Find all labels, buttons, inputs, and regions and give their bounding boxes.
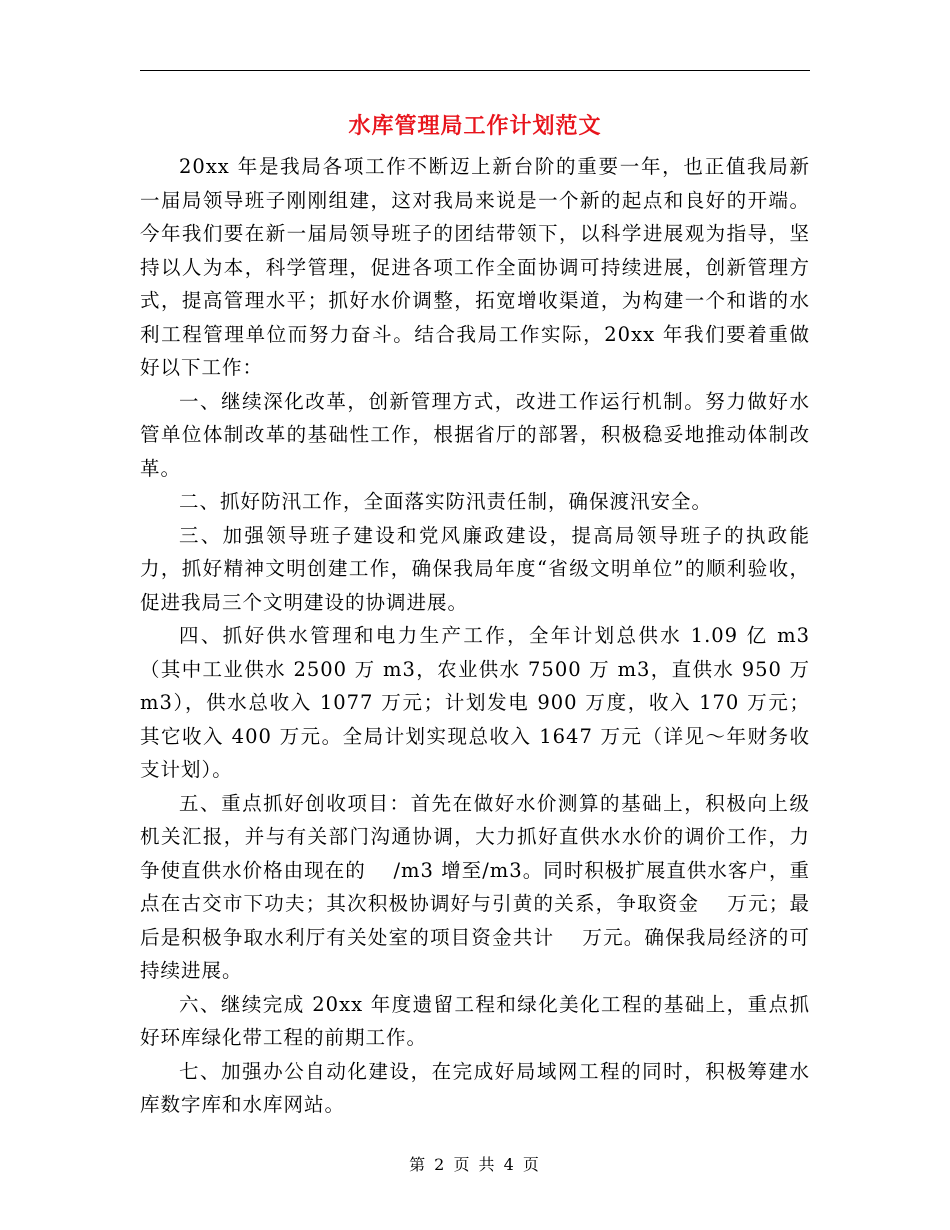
header-rule (140, 70, 810, 71)
paragraph-intro: 20xx 年是我局各项工作不断迈上新台阶的重要一年，也正值我局新一届局领导班子刚刚组建，这对我局来说是一个新的起点和良好的开端。今年我们要在新一届局领导班子的团结带领下，以科学进展观为指导，坚持以人为本，科学管理，促进各项工作全面协调可持续进展，创新管理方式，提高管理水平；抓好水价调整，拓宽增收渠道，为构建一个和谐的水利工程管理单位而努力奋斗。结合我局工作实际，20xx 年我们要着重做好以下工作： (140, 155, 810, 379)
paragraph-item-5: 五、重点抓好创收项目：首先在做好水价测算的基础上，积极向上级机关汇报，并与有关部门沟通协调，大力抓好直供水水价的调价工作，力争使直供水价格由现在的 /m3 增至/m3。同时积极扩展直供水客户，重点在古交市下功夫；其次积极协调好与引黄的关系，争取资金 万元；最后是积极争取水利厅有关处室的项目资金共计 万元。确保我局经济的可持续进展。 (140, 791, 810, 982)
paragraph-item-6: 六、继续完成 20xx 年度遗留工程和绿化美化工程的基础上，重点抓好环库绿化带工程的前期工作。 (140, 992, 810, 1049)
document-title: 水库管理局工作计划范文 (348, 113, 602, 139)
paragraph-item-4: 四、抓好供水管理和电力生产工作，全年计划总供水 1.09 亿 m3（其中工业供水 2500 万 m3，农业供水 7500 万 m3，直供水 950 万 m3），供水总收入 1077 万元；计划发电 900 万度，收入 170 万元；其它收入 400 万元。全局计划实现总收入 1647 万元（详见～年财务收支计划）。 (140, 624, 810, 781)
page-number-footer: 第 2 页 共 4 页 (409, 1155, 541, 1174)
paragraph-item-7: 七、加强办公自动化建设，在完成好局域网工程的同时，积极筹建水库数字库和水库网站。 (140, 1059, 810, 1116)
document-body (140, 150, 810, 1122)
paragraph-item-3: 三、加强领导班子建设和党风廉政建设，提高局领导班子的执政能力，抓好精神文明创建工作，确保我局年度“省级文明单位”的顺利验收，促进我局三个文明建设的协调进展。 (140, 523, 810, 614)
paragraph-item-2: 二、抓好防汛工作，全面落实防汛责任制，确保渡汛安全。 (179, 490, 713, 513)
paragraph-item-1: 一、继续深化改革，创新管理方式，改进工作运行机制。努力做好水管单位体制改革的基础性工作，根据省厅的部署，积极稳妥地推动体制改革。 (140, 389, 810, 480)
